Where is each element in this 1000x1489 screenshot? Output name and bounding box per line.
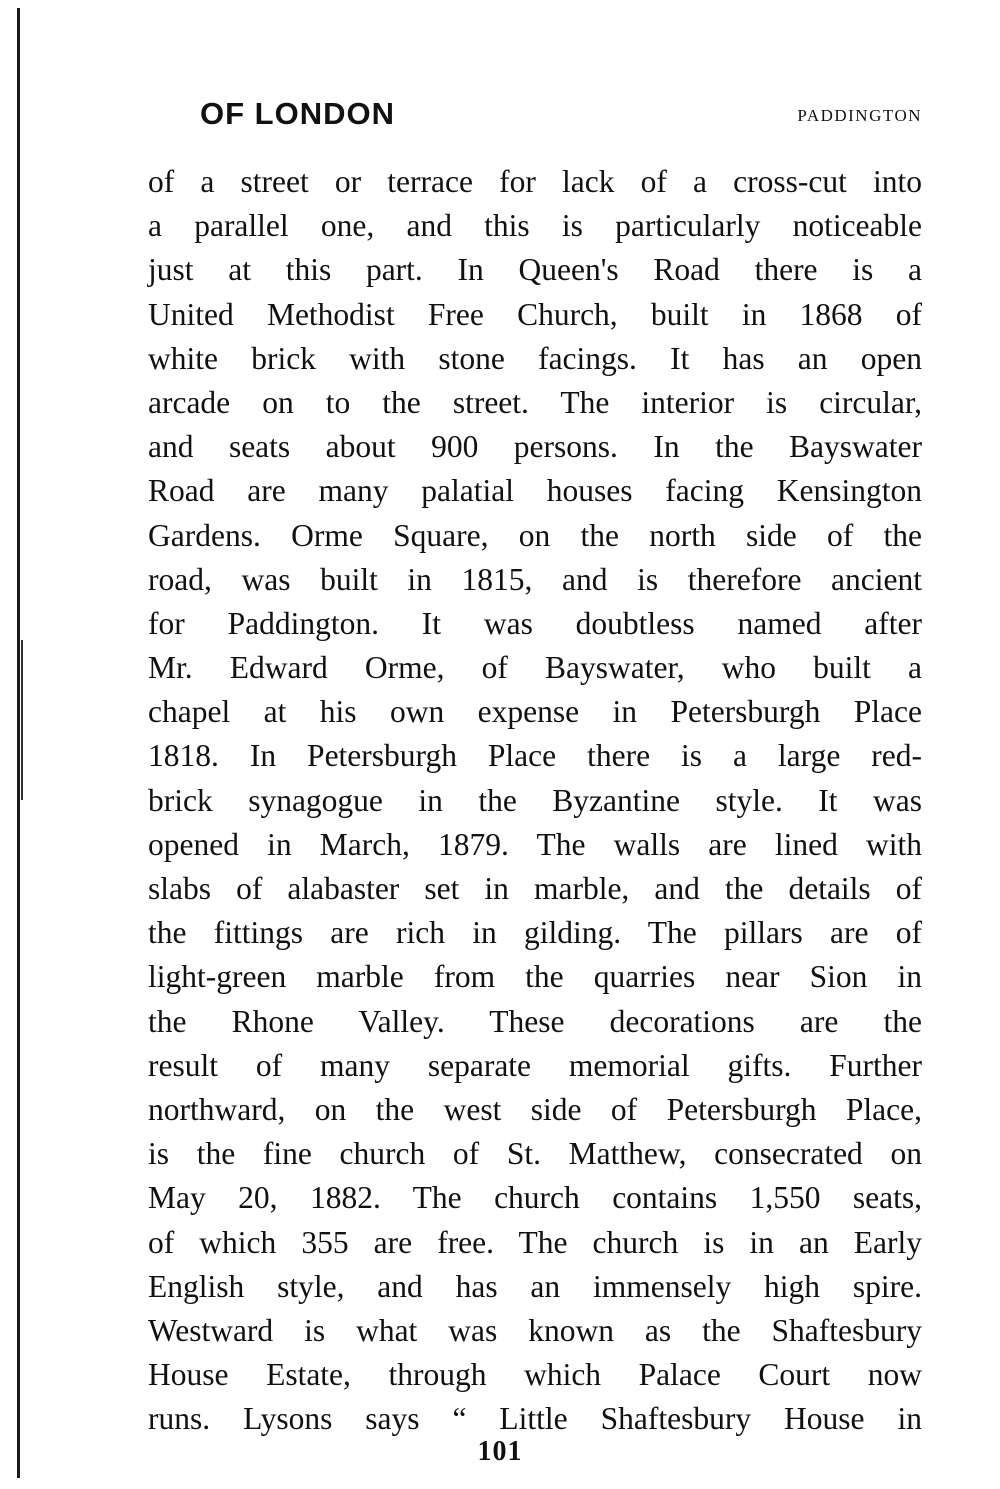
text-line: of which 355 are free. The church is in an Early: [148, 1224, 922, 1260]
page-edge-rule: [17, 8, 20, 1478]
text-line: arcade on to the street. The interior is circular,: [148, 384, 922, 420]
text-line: the Rhone Valley. These decorations are the: [148, 1003, 922, 1039]
text-line: and seats about 900 persons. In the Bayswater: [148, 429, 922, 465]
text-line: English style, and has an immensely high spire.: [148, 1268, 922, 1304]
text-line: result of many separate memorial gifts. Further: [148, 1047, 922, 1083]
text-line: just at this part. In Queen's Road there is a: [148, 252, 922, 288]
text-line: slabs of alabaster set in marble, and the details of: [148, 871, 922, 906]
body-text: [148, 160, 922, 1441]
text-line: May 20, 1882. The church contains 1,550 seats,: [148, 1180, 922, 1216]
text-line: chapel at his own expense in Petersburgh Place: [148, 694, 922, 730]
text-line: Gardens. Orme Square, on the north side of the: [148, 517, 922, 553]
text-line: for Paddington. It was doubtless named after: [148, 605, 922, 641]
running-header: [200, 96, 922, 140]
text-line: is the fine church of St. Matthew, consecrated on: [148, 1136, 922, 1172]
text-line: the fittings are rich in gilding. The pillars are of: [148, 915, 922, 951]
text-line: of a street or terrace for lack of a cross-cut into: [148, 164, 922, 199]
text-line: 1818. In Petersburgh Place there is a large red-: [148, 738, 922, 774]
text-line: House Estate, through which Palace Court now: [148, 1357, 922, 1393]
text-line: opened in March, 1879. The walls are lined with: [148, 826, 922, 862]
text-line: Westward is what was known as the Shaftesbury: [148, 1312, 922, 1348]
text-line: light-green marble from the quarries near Sion in: [148, 959, 922, 995]
text-line: white brick with stone facings. It has an open: [148, 340, 922, 376]
header-section: PADDINGTON: [797, 106, 922, 125]
page-number: 101: [477, 1436, 523, 1467]
page-edge-rule-secondary: [21, 640, 23, 800]
header-title: OF LONDON: [200, 96, 395, 131]
text-line: northward, on the west side of Petersburgh Place,: [148, 1091, 922, 1127]
text-line: United Methodist Free Church, built in 1868 of: [148, 296, 922, 332]
text-line: runs. Lysons says “ Little Shaftesbury House in: [148, 1401, 922, 1437]
text-line: a parallel one, and this is particularly noticeable: [148, 208, 922, 244]
text-line: Mr. Edward Orme, of Bayswater, who built a: [148, 650, 922, 686]
text-line: Road are many palatial houses facing Kensington: [148, 473, 922, 509]
text-line: brick synagogue in the Byzantine style. It was: [148, 782, 922, 818]
text-line: road, was built in 1815, and is therefore ancient: [148, 561, 922, 597]
